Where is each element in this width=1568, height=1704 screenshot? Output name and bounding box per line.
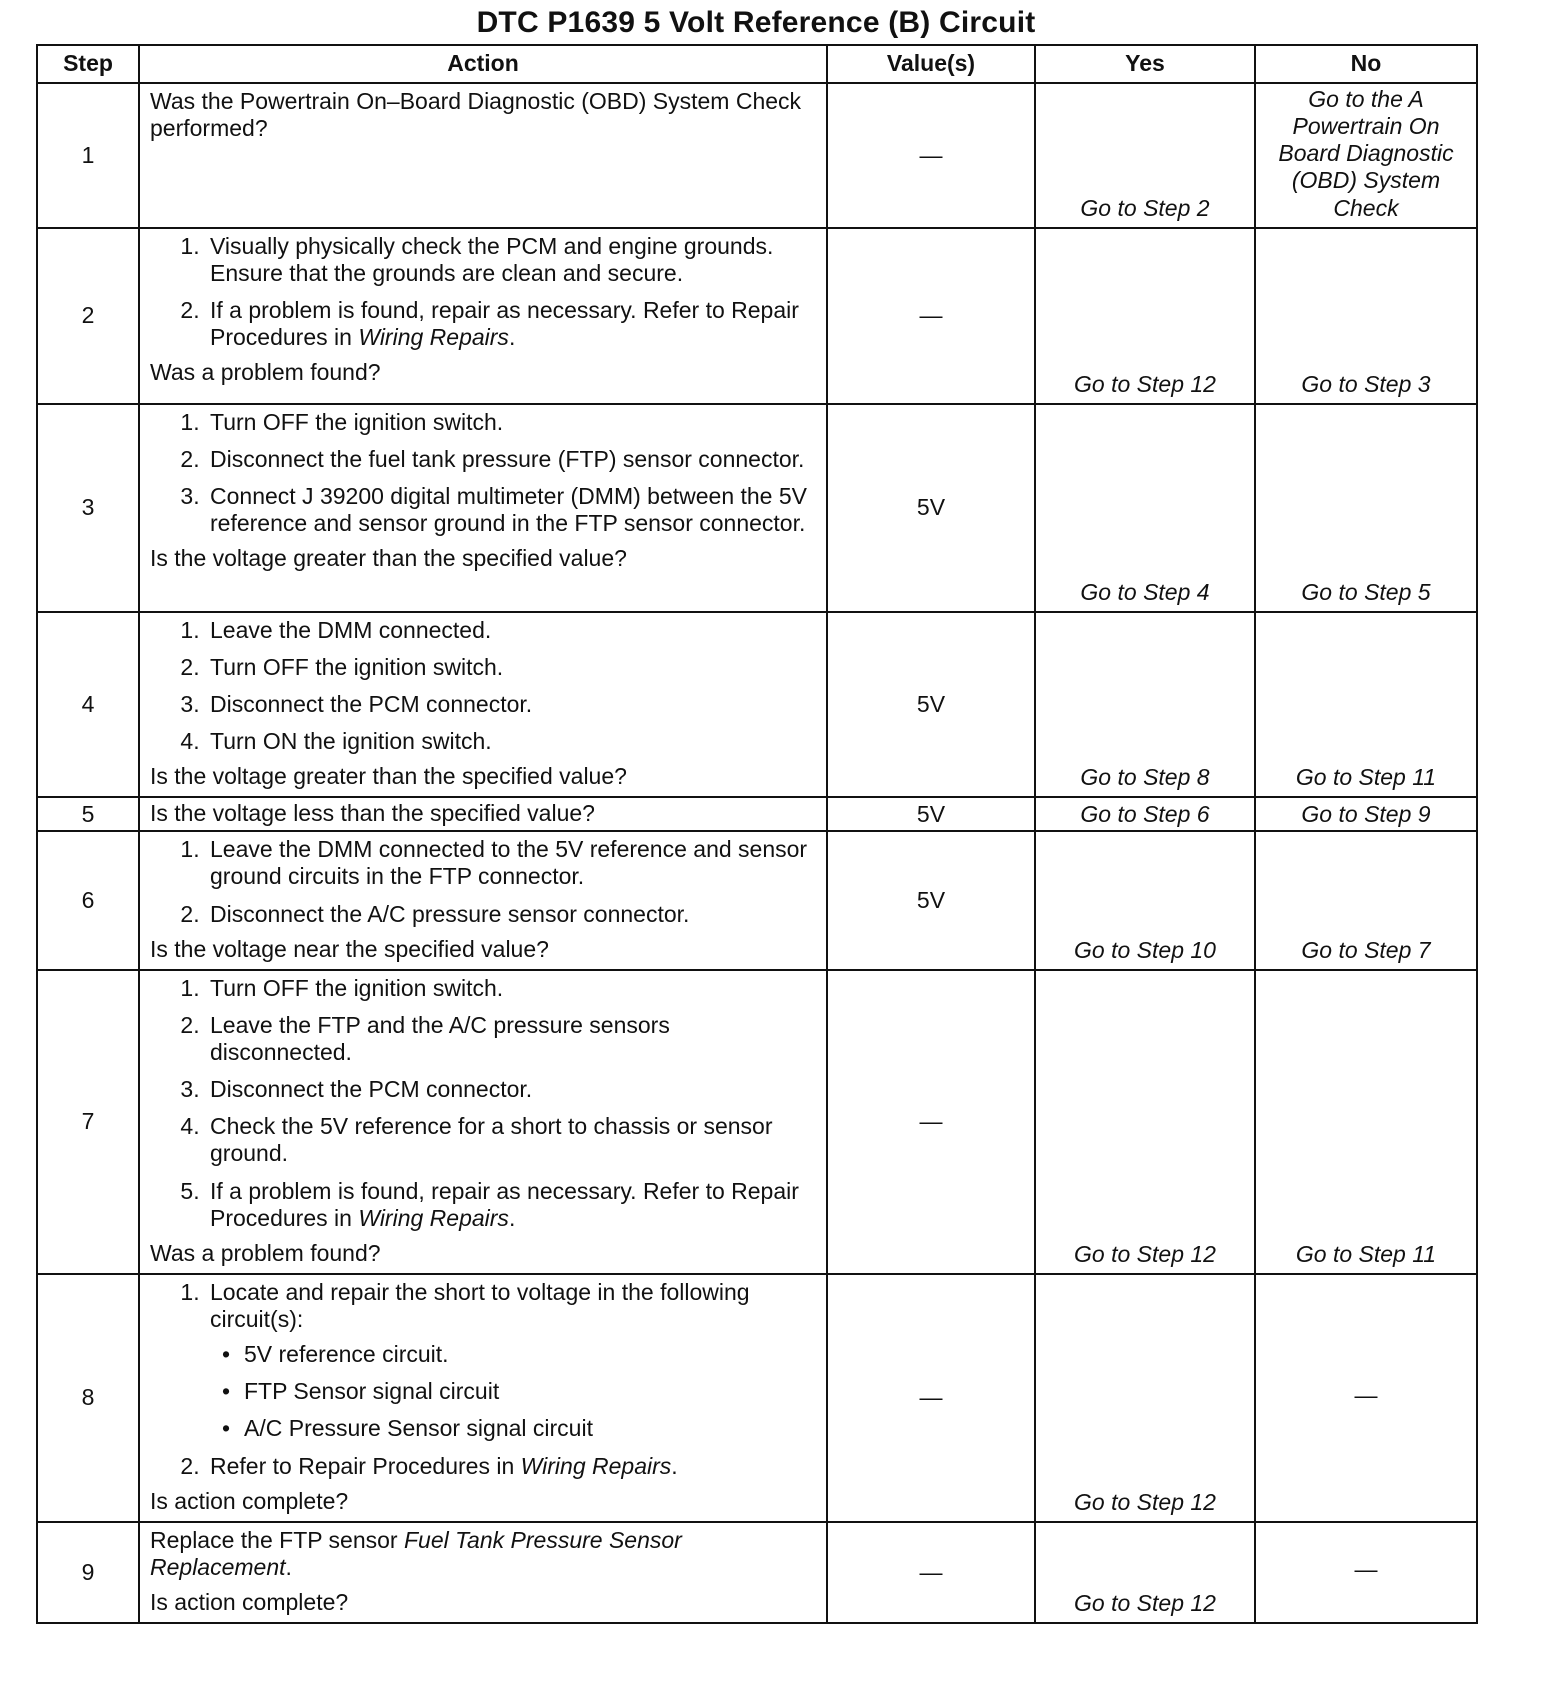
action-step: 4. Check the 5V reference for a short to chassis or sensor ground. bbox=[206, 1113, 816, 1167]
header-value: Value(s) bbox=[827, 45, 1035, 83]
value-cell: — bbox=[827, 228, 1035, 404]
table-row bbox=[37, 831, 1477, 970]
value-cell: — bbox=[827, 1274, 1035, 1522]
circuit-item: • FTP Sensor signal circuit bbox=[244, 1378, 816, 1405]
action-cell bbox=[139, 1274, 827, 1522]
value-cell: 5V bbox=[827, 797, 1035, 831]
action-step: 1. Turn OFF the ignition switch. bbox=[206, 409, 816, 436]
table-row bbox=[37, 1274, 1477, 1522]
action-step: 2. Disconnect the A/C pressure sensor connector. bbox=[206, 901, 816, 928]
no-cell: Go to Step 11 bbox=[1255, 612, 1477, 798]
table-row bbox=[37, 1522, 1477, 1623]
step-number: 3 bbox=[37, 404, 139, 612]
action-cell bbox=[139, 612, 827, 798]
yes-cell: Go to Step 12 bbox=[1035, 1522, 1255, 1623]
step-number: 6 bbox=[37, 831, 139, 970]
action-step: 5. If a problem is found, repair as necessary. Refer to Repair Procedures in Wiring Repairs. bbox=[206, 1178, 816, 1232]
value-cell: — bbox=[827, 970, 1035, 1274]
action-question: Is action complete? bbox=[150, 1589, 349, 1615]
action-steps bbox=[150, 233, 816, 352]
action-step: 3. Disconnect the PCM connector. bbox=[206, 691, 816, 718]
action-step: 2. Leave the FTP and the A/C pressure sensors disconnected. bbox=[206, 1012, 816, 1066]
table-row bbox=[37, 83, 1477, 228]
no-cell: — bbox=[1255, 1274, 1477, 1522]
action-step: 1. Turn OFF the ignition switch. bbox=[206, 975, 816, 1002]
header-action: Action bbox=[139, 45, 827, 83]
action-step: 1. Leave the DMM connected to the 5V reference and sensor ground circuits in the FTP connector. bbox=[206, 836, 816, 890]
no-reference: A Powertrain On Board Diagnostic (OBD) System Check bbox=[1278, 86, 1454, 221]
no-text: Go to the bbox=[1308, 86, 1409, 112]
header-step: Step bbox=[37, 45, 139, 83]
no-cell: — bbox=[1255, 1522, 1477, 1623]
value-cell: 5V bbox=[827, 831, 1035, 970]
diagnostic-table bbox=[36, 44, 1478, 1624]
action-question: Is the voltage less than the specified value? bbox=[150, 800, 595, 827]
action-step: 2. Refer to Repair Procedures in Wiring Repairs. bbox=[206, 1453, 816, 1480]
action-step: 3. Connect J 39200 digital multimeter (DMM) between the 5V reference and sensor ground in the FTP sensor connector. bbox=[206, 483, 816, 537]
yes-cell: Go to Step 2 bbox=[1035, 83, 1255, 228]
no-cell: Go to Step 5 bbox=[1255, 404, 1477, 612]
step-number: 8 bbox=[37, 1274, 139, 1522]
action-step: 1. Visually physically check the PCM and engine grounds. Ensure that the grounds are clean and secure. bbox=[206, 233, 816, 287]
table-header-row bbox=[37, 45, 1477, 83]
action-cell bbox=[139, 831, 827, 970]
circuit-item: • 5V reference circuit. bbox=[244, 1341, 816, 1368]
action-step: 1. Leave the DMM connected. bbox=[206, 617, 816, 644]
yes-cell: Go to Step 6 bbox=[1035, 797, 1255, 831]
yes-cell: Go to Step 12 bbox=[1035, 228, 1255, 404]
no-cell: Go to Step 3 bbox=[1255, 228, 1477, 404]
action-question: Is the voltage greater than the specified value? bbox=[150, 545, 627, 572]
page-title: DTC P1639 5 Volt Reference (B) Circuit bbox=[476, 6, 1036, 39]
action-question: Was a problem found? bbox=[150, 359, 381, 386]
table-row bbox=[37, 612, 1477, 798]
action-steps bbox=[150, 836, 816, 927]
step-number: 1 bbox=[37, 83, 139, 228]
action-text: Was the Powertrain On–Board Diagnostic (OBD) System Check performed? bbox=[150, 88, 802, 142]
action-step: 2. Turn OFF the ignition switch. bbox=[206, 654, 816, 681]
action-steps bbox=[150, 1279, 816, 1480]
action-cell bbox=[139, 970, 827, 1274]
action-step: 4. Turn ON the ignition switch. bbox=[206, 728, 816, 755]
no-cell: Go to Step 11 bbox=[1255, 970, 1477, 1274]
table-row bbox=[37, 970, 1477, 1274]
action-cell bbox=[139, 228, 827, 404]
action-question: Was a problem found? bbox=[150, 1239, 381, 1266]
yes-cell: Go to Step 8 bbox=[1035, 612, 1255, 798]
action-cell bbox=[139, 404, 827, 612]
value-cell: 5V bbox=[827, 404, 1035, 612]
action-step: 2. If a problem is found, repair as necessary. Refer to Repair Procedures in Wiring Repairs. bbox=[206, 297, 816, 351]
action-question: Is the voltage greater than the specified value? bbox=[150, 763, 627, 790]
action-step: 3. Disconnect the PCM connector. bbox=[206, 1076, 816, 1103]
table-row bbox=[37, 228, 1477, 404]
step-number: 2 bbox=[37, 228, 139, 404]
no-cell bbox=[1255, 83, 1477, 228]
action-steps bbox=[150, 409, 816, 538]
header-yes: Yes bbox=[1035, 45, 1255, 83]
action-cell bbox=[139, 797, 827, 831]
yes-cell: Go to Step 4 bbox=[1035, 404, 1255, 612]
yes-cell: Go to Step 12 bbox=[1035, 1274, 1255, 1522]
action-steps bbox=[150, 975, 816, 1232]
action-step: 1. Locate and repair the short to voltage in the following circuit(s): • 5V reference circuit. • FTP Sensor signal circuit • A/C Pressure Sensor signal circuit bbox=[206, 1279, 816, 1443]
action-cell bbox=[139, 1522, 827, 1623]
no-cell: Go to Step 7 bbox=[1255, 831, 1477, 970]
value-cell: 5V bbox=[827, 612, 1035, 798]
action-question: Is action complete? bbox=[150, 1487, 349, 1514]
header-no: No bbox=[1255, 45, 1477, 83]
value-cell: — bbox=[827, 83, 1035, 228]
action-cell bbox=[139, 83, 827, 228]
circuit-item: • A/C Pressure Sensor signal circuit bbox=[244, 1415, 816, 1442]
step-number: 5 bbox=[37, 797, 139, 831]
table-row bbox=[37, 404, 1477, 612]
action-question: Is the voltage near the specified value? bbox=[150, 935, 549, 962]
action-steps bbox=[150, 617, 816, 756]
step-number: 4 bbox=[37, 612, 139, 798]
action-text: Replace the FTP sensor Fuel Tank Pressure Sensor Replacement. bbox=[150, 1526, 682, 1580]
circuit-list bbox=[210, 1341, 816, 1442]
yes-cell: Go to Step 12 bbox=[1035, 970, 1255, 1274]
action-step: 2. Disconnect the fuel tank pressure (FTP) sensor connector. bbox=[206, 446, 816, 473]
yes-cell: Go to Step 10 bbox=[1035, 831, 1255, 970]
value-cell: — bbox=[827, 1522, 1035, 1623]
no-cell: Go to Step 9 bbox=[1255, 797, 1477, 831]
step-number: 9 bbox=[37, 1522, 139, 1623]
step-number: 7 bbox=[37, 970, 139, 1274]
table-row bbox=[37, 797, 1477, 831]
